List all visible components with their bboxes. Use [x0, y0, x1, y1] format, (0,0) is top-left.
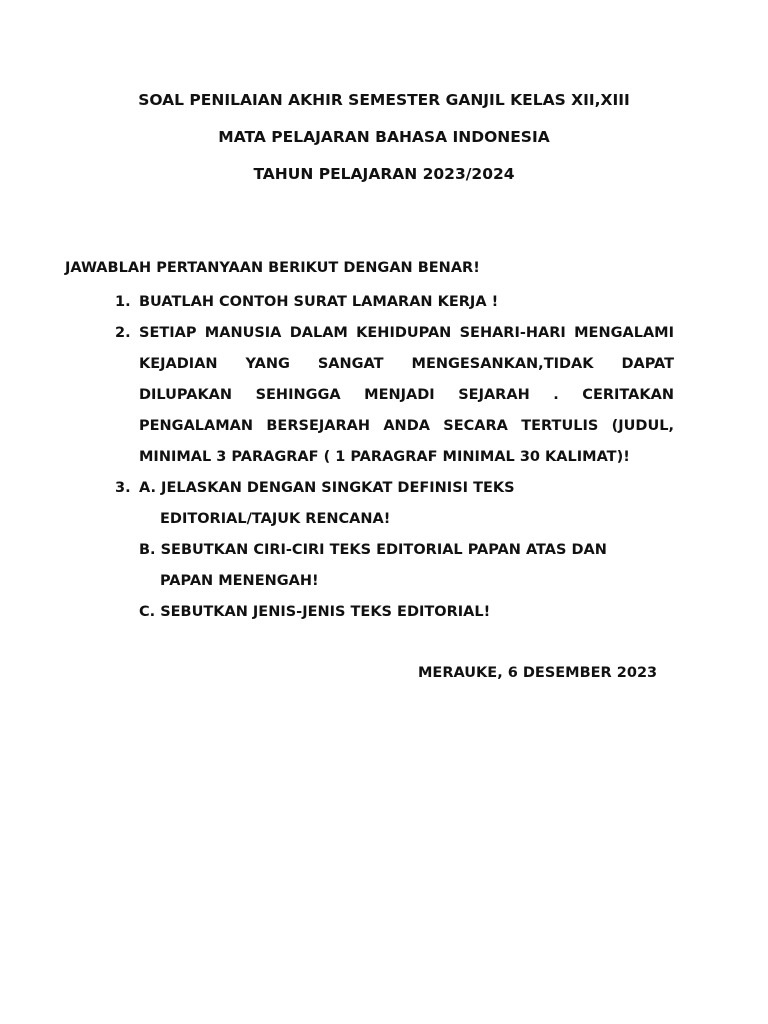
question-number: 1. — [115, 294, 131, 310]
question-list — [112, 287, 674, 628]
header-year-line: TAHUN PELAJARAN 2023/2024 — [253, 165, 515, 183]
question-number: 2. — [115, 325, 131, 341]
sub-question-list — [139, 473, 674, 628]
instruction-text: JAWABLAH PERTANYAAN BERIKUT DENGAN BENAR! — [65, 260, 480, 276]
sub-question-c: C. SEBUTKAN JENIS-JENIS TEKS EDITORIAL! — [139, 604, 491, 620]
question-number: 3. — [115, 480, 131, 496]
sub-question-a: A. JELASKAN DENGAN SINGKAT DEFINISI TEKS EDITORIAL/TAJUK RENCANA! — [139, 480, 515, 527]
header-title-line-1: SOAL PENILAIAN AKHIR SEMESTER GANJIL KELAS XII,XIII — [138, 91, 630, 109]
question-text: SETIAP MANUSIA DALAM KEHIDUPAN SEHARI-HARI MENGALAMI KEJADIAN YANG SANGAT MENGESANKAN,TIDAK DAPAT DILUPAKAN SEHINGGA MENJADI SEJARAH . CERITAKAN PENGALAMAN BERSEJARAH ANDA SECARA TERTULIS (JUDUL, MINIMAL 3 PARAGRAF ( 1 PARAGRAF MINIMAL 30 KALIMAT)! — [139, 325, 674, 465]
question-item-3 — [112, 473, 674, 628]
document-header — [0, 88, 768, 199]
header-subject-line: MATA PELAJARAN BAHASA INDONESIA — [218, 128, 550, 146]
question-item-1 — [112, 287, 674, 318]
question-item-2 — [112, 318, 674, 473]
question-text: BUATLAH CONTOH SURAT LAMARAN KERJA ! — [139, 294, 499, 310]
sub-question-b: B. SEBUTKAN CIRI-CIRI TEKS EDITORIAL PAPAN ATAS DAN PAPAN MENENGAH! — [139, 542, 607, 589]
place-date: MERAUKE, 6 DESEMBER 2023 — [418, 665, 658, 681]
